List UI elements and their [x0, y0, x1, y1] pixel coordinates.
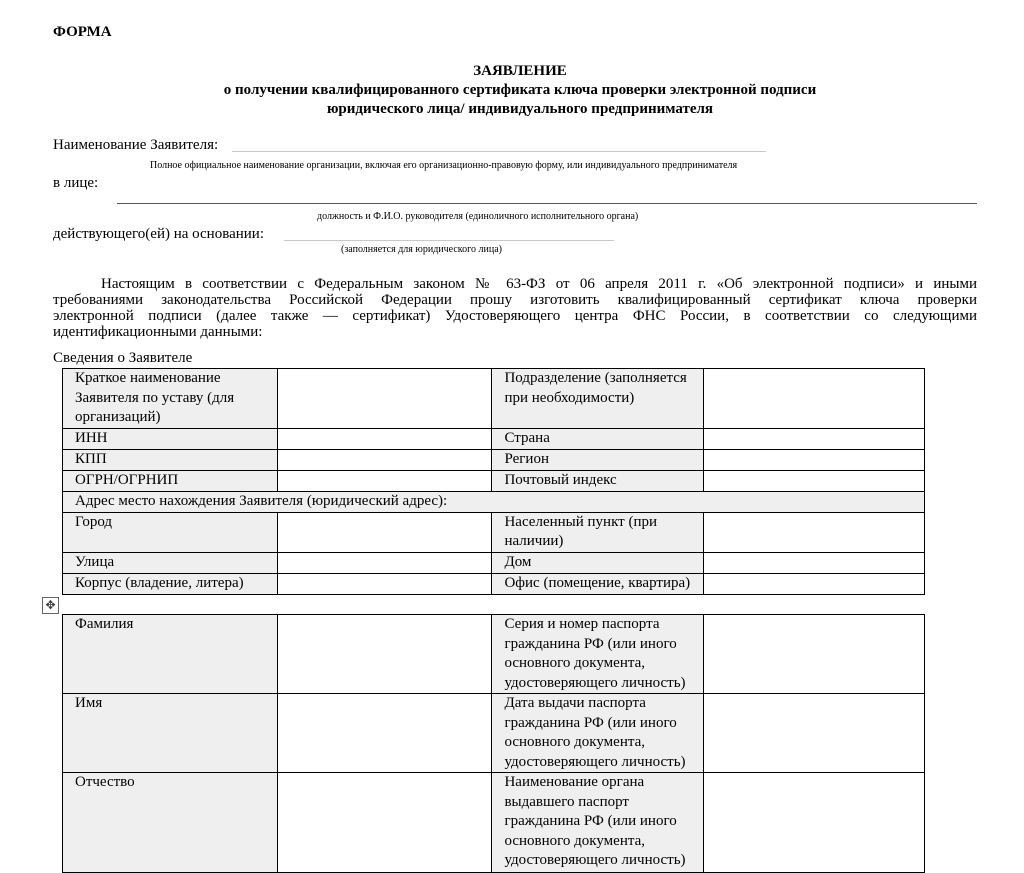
doc-title-line2: о получении квалифицированного сертификата ключа проверки электронной подписи	[223, 82, 817, 98]
basis-label: действующего(ей) на основании:	[53, 226, 265, 242]
table-row	[63, 449, 925, 470]
country-value[interactable]	[704, 428, 925, 449]
kpp-value[interactable]	[277, 449, 492, 470]
short-name-value[interactable]	[277, 369, 492, 429]
building-label: Корпус (владение, литера)	[63, 573, 278, 594]
street-label: Улица	[63, 552, 278, 573]
doc-title-line1: ЗАЯВЛЕНИЕ	[473, 63, 567, 79]
region-value[interactable]	[704, 449, 925, 470]
patronymic-label: Отчество	[63, 773, 278, 873]
house-label: Дом	[492, 552, 704, 573]
country-label: Страна	[492, 428, 704, 449]
postal-label: Почтовый индекс	[492, 470, 704, 491]
table-row	[63, 491, 925, 512]
office-value[interactable]	[704, 573, 925, 594]
address-header: Адрес место нахождения Заявителя (юридический адрес):	[63, 491, 925, 512]
ogrn-label: ОГРН/ОГРНИП	[63, 470, 278, 491]
doc-title-line3: юридического лица/ индивидуального предпринимателя	[326, 101, 714, 117]
represented-hint: должность и Ф.И.О. руководителя (единоличного исполнительного органа)	[317, 211, 639, 222]
person-info-table	[62, 614, 925, 873]
settlement-label: Населенный пункт (при наличии)	[492, 512, 704, 552]
inn-value[interactable]	[277, 428, 492, 449]
passport-date-value[interactable]	[704, 694, 925, 773]
settlement-value[interactable]	[704, 512, 925, 552]
doc-title	[0, 62, 1024, 119]
passport-number-value[interactable]	[704, 615, 925, 694]
passport-number-label: Серия и номер паспорта гражданина РФ (или иного основного документа, удостоверяющего личность)	[492, 615, 704, 694]
represented-label: в лице:	[53, 175, 99, 191]
short-name-label: Краткое наименование Заявителя по уставу (для организаций)	[63, 369, 278, 429]
represented-input-line[interactable]	[117, 203, 977, 204]
move-handle-icon[interactable]: ✥	[42, 597, 59, 614]
subdivision-value[interactable]	[704, 369, 925, 429]
house-value[interactable]	[704, 552, 925, 573]
intro-paragraph	[53, 276, 977, 340]
name-value[interactable]	[277, 694, 492, 773]
table-row	[63, 694, 925, 773]
applicant-input-line[interactable]	[232, 151, 766, 152]
street-value[interactable]	[277, 552, 492, 573]
intro-line-2: требованиями законодательства Российской Федерации прошу изготовить квалифицированный сертификат ключа проверки	[53, 292, 977, 308]
inn-label: ИНН	[63, 428, 278, 449]
table-row	[63, 369, 925, 429]
city-value[interactable]	[277, 512, 492, 552]
building-value[interactable]	[277, 573, 492, 594]
applicant-info-table	[62, 368, 925, 595]
name-label: Имя	[63, 694, 278, 773]
applicant-label: Наименование Заявителя:	[53, 137, 219, 153]
surname-label: Фамилия	[63, 615, 278, 694]
table-row	[63, 428, 925, 449]
surname-value[interactable]	[277, 615, 492, 694]
passport-date-label: Дата выдачи паспорта гражданина РФ (или иного основного документа, удостоверяющего личность)	[492, 694, 704, 773]
applicant-hint: Полное официальное наименование организации, включая его организационно-правовую форму, или индивидуального предпринимателя	[150, 160, 738, 171]
table-row	[63, 615, 925, 694]
passport-issuer-value[interactable]	[704, 773, 925, 873]
ogrn-value[interactable]	[277, 470, 492, 491]
intro-line-4: идентификационными данными:	[53, 324, 263, 340]
patronymic-value[interactable]	[277, 773, 492, 873]
basis-input-line[interactable]	[284, 240, 614, 241]
section-label: Сведения о Заявителе	[53, 350, 193, 366]
intro-line-1: Настоящим в соответствии с Федеральным законом № 63-ФЗ от 06 апреля 2011 г. «Об электронной подписи» и иными	[101, 276, 977, 292]
postal-value[interactable]	[704, 470, 925, 491]
table-row	[63, 573, 925, 594]
table-row	[63, 552, 925, 573]
table-row	[63, 470, 925, 491]
table-row	[63, 512, 925, 552]
passport-issuer-label: Наименование органа выдавшего паспорт гражданина РФ (или иного основного документа, удостоверяющего личность)	[492, 773, 704, 873]
city-label: Город	[63, 512, 278, 552]
office-label: Офис (помещение, квартира)	[492, 573, 704, 594]
table-row	[63, 773, 925, 873]
form-label: ФОРМА	[53, 24, 112, 40]
kpp-label: КПП	[63, 449, 278, 470]
subdivision-label: Подразделение (заполняется при необходимости)	[492, 369, 704, 429]
basis-hint: (заполняется для юридического лица)	[341, 244, 502, 255]
intro-line-3: электронной подписи (далее также — сертификат) Удостоверяющего центра ФНС России, в соответствии со следующими	[53, 308, 977, 324]
region-label: Регион	[492, 449, 704, 470]
